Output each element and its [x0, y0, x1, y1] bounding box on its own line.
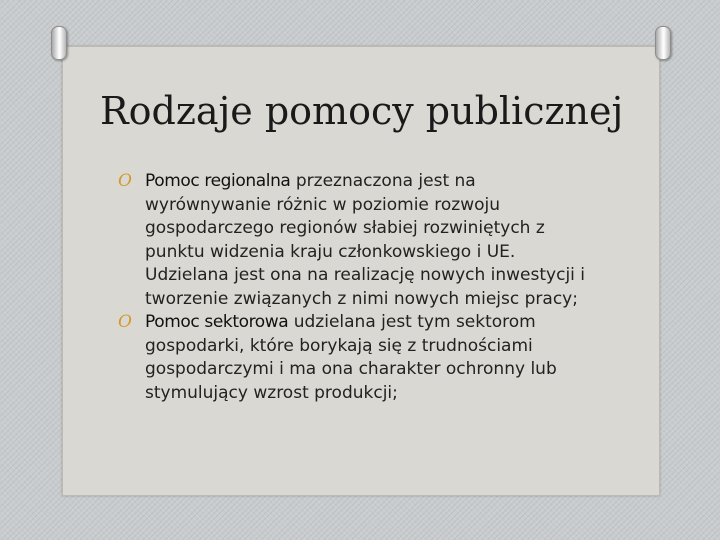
bullet-item-regional-aid: [118, 170, 596, 311]
bullet-marker-icon: O: [118, 171, 132, 191]
binder-clip-left-icon: [51, 26, 67, 60]
bullet-text: przeznaczona jest na wyrównywanie różnic w poziomie rozwoju gospodarczego regionów słabiej rozwiniętych z punktu widzenia kraju członkowskiego i UE. Udzielana jest ona na realizację nowych inwestycji i tworzenie związanych z nimi nowych miejsc pracy;: [145, 171, 586, 309]
bullet-list: [118, 170, 596, 405]
bullet-term: Pomoc sektorowa: [145, 312, 289, 332]
bullet-text: udzielana jest tym sektorom gospodarki, które borykają się z trudnościami gospodarczymi i ma ona charakter ochronny lub stymulujący wzrost produkcji;: [145, 312, 557, 403]
bullet-term: Pomoc regionalna: [145, 171, 291, 191]
slide-title: Rodzaje pomocy publicznej: [100, 89, 624, 133]
bullet-marker-icon: O: [118, 312, 132, 332]
bullet-item-sectoral-aid: [118, 311, 596, 405]
binder-clip-right-icon: [655, 26, 671, 60]
